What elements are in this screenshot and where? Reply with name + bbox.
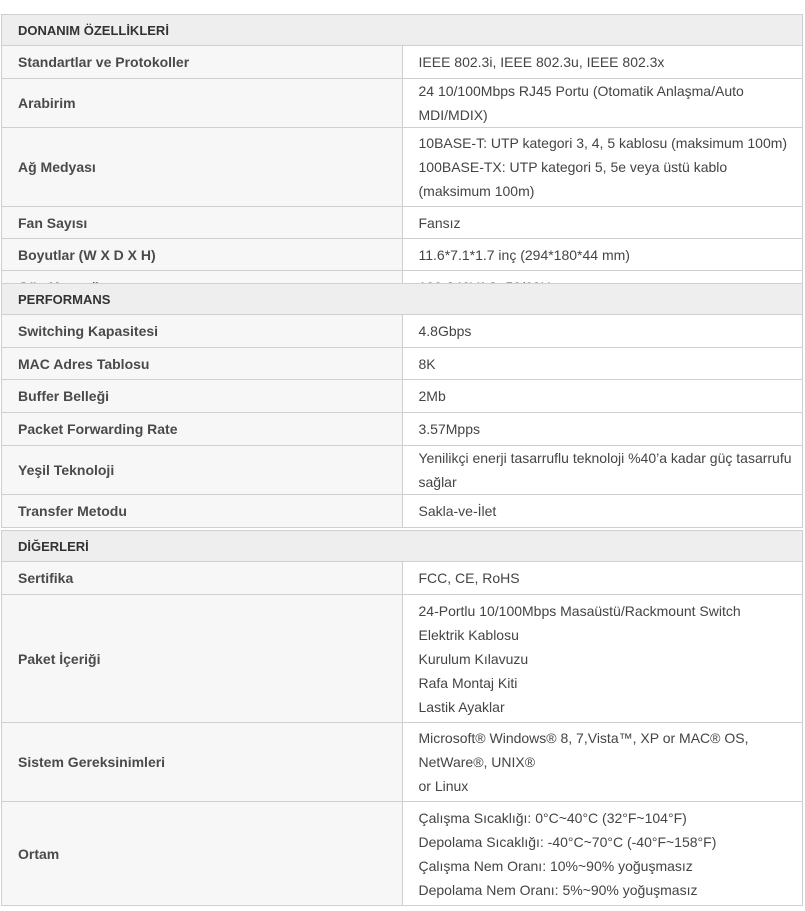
row-label: Sistem Gereksinimleri xyxy=(2,723,403,802)
row-label: Switching Kapasitesi xyxy=(2,315,403,348)
table-row xyxy=(2,128,803,207)
section-title-hardware: DONANIM ÖZELLİKLERİ xyxy=(2,15,803,46)
table-row xyxy=(2,79,803,128)
row-label: Buffer Belleği xyxy=(2,380,403,413)
value-line: IEEE 802.3i, IEEE 802.3u, IEEE 802.3x xyxy=(418,54,665,70)
row-value xyxy=(402,446,803,495)
table-row xyxy=(2,380,803,413)
value-line: Çalışma Nem Oranı: 10%~90% yoğuşmasız xyxy=(418,857,693,874)
table-row xyxy=(2,46,803,79)
section-title-others: DİĞERLERİ xyxy=(2,531,803,562)
row-value xyxy=(402,413,803,446)
row-label: Fan Sayısı xyxy=(2,207,403,239)
value-line: Microsoft® Windows® 8, 7,Vista™, XP or MAC® OS, NetWare®, UNIX® xyxy=(418,730,749,770)
value-line: 100BASE-TX: UTP kategori 5, 5e veya üstü kablo (maksimum 100m) xyxy=(418,159,728,199)
performance-specs-table xyxy=(1,283,803,528)
table-row xyxy=(2,595,803,723)
value-line: Rafa Montaj Kiti xyxy=(418,674,518,691)
value-line: Depolama Sıcaklığı: -40°C~70°C (-40°F~158°F) xyxy=(418,833,717,850)
table-row xyxy=(2,495,803,528)
table-row xyxy=(2,315,803,348)
row-value xyxy=(402,562,803,595)
row-label: Yeşil Teknoloji xyxy=(2,446,403,495)
value-line: Fansız xyxy=(418,214,461,231)
row-label: Packet Forwarding Rate xyxy=(2,413,403,446)
table-row xyxy=(2,723,803,802)
row-label: Ortam xyxy=(2,802,403,906)
other-specs-table xyxy=(1,530,803,906)
row-value xyxy=(402,46,803,79)
value-line: FCC, CE, RoHS xyxy=(418,570,520,586)
value-line: 11.6*7.1*1.7 inç (294*180*44 mm) xyxy=(418,246,630,263)
row-label: Paket İçeriği xyxy=(2,595,403,723)
row-value xyxy=(402,380,803,413)
table-row xyxy=(2,348,803,380)
value-line: 3.57Mpps xyxy=(418,421,480,437)
value-line: Yenilikçi enerji tasarruflu teknoloji %40’a kadar güç tasarrufu sağlar xyxy=(418,450,792,490)
row-value xyxy=(402,128,803,207)
row-value xyxy=(402,723,803,802)
row-label: Arabirim xyxy=(2,79,403,128)
value-line: Elektrik Kablosu xyxy=(418,626,519,643)
row-label: Transfer Metodu xyxy=(2,495,403,528)
table-row xyxy=(2,802,803,906)
row-value xyxy=(402,802,803,906)
hardware-specs-table xyxy=(1,14,803,304)
value-line: 24-Portlu 10/100Mbps Masaüstü/Rackmount Switch xyxy=(418,602,741,619)
row-value xyxy=(402,595,803,723)
row-value xyxy=(402,495,803,528)
value-line: Çalışma Sıcaklığı: 0°C~40°C (32°F~104°F) xyxy=(418,809,687,826)
value-line: 2Mb xyxy=(418,388,446,404)
value-line: Lastik Ayaklar xyxy=(418,698,505,715)
row-label: Boyutlar (W X D X H) xyxy=(2,239,403,271)
table-row xyxy=(2,239,803,271)
row-label: MAC Adres Tablosu xyxy=(2,348,403,380)
value-line: Kurulum Kılavuzu xyxy=(418,650,529,667)
row-value xyxy=(402,207,803,239)
table-row xyxy=(2,446,803,495)
row-value xyxy=(402,315,803,348)
value-line: Depolama Nem Oranı: 5%~90% yoğuşmasız xyxy=(418,881,698,898)
table-row xyxy=(2,207,803,239)
value-line: 24 10/100Mbps RJ45 Portu (Otomatik Anlaşma/Auto MDI/MDIX) xyxy=(418,83,744,123)
value-line: Sakla-ve-İlet xyxy=(418,503,497,519)
row-value xyxy=(402,348,803,380)
value-line: 8K xyxy=(418,355,436,372)
value-line: 4.8Gbps xyxy=(418,323,472,339)
row-label: Ağ Medyası xyxy=(2,128,403,207)
row-value xyxy=(402,79,803,128)
section-title-performance: PERFORMANS xyxy=(2,284,803,315)
row-label: Sertifika xyxy=(2,562,403,595)
value-line: or Linux xyxy=(418,778,469,794)
row-label: Standartlar ve Protokoller xyxy=(2,46,403,79)
value-line: 10BASE-T: UTP kategori 3, 4, 5 kablosu (maksimum 100m) xyxy=(418,135,788,151)
row-value xyxy=(402,239,803,271)
table-row xyxy=(2,562,803,595)
table-row xyxy=(2,413,803,446)
